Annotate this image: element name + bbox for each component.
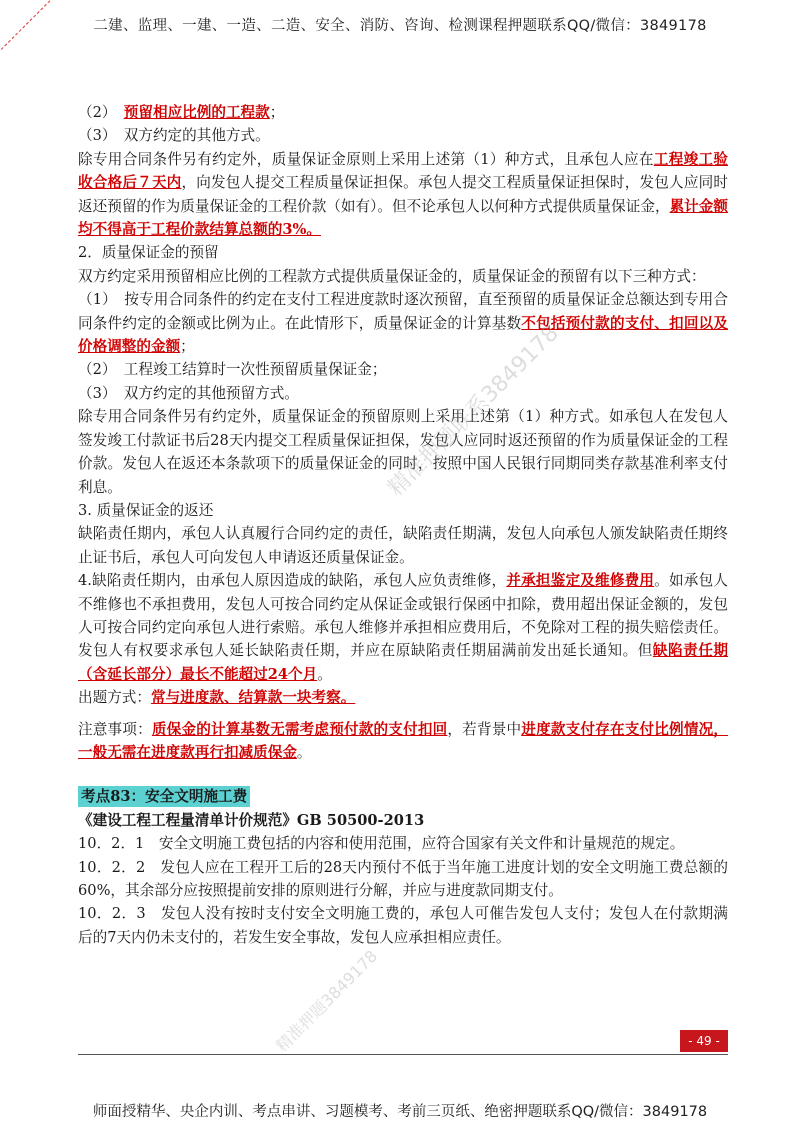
watermark: 精准押题联系3849178 (383, 320, 564, 502)
point-83-tag: 考点83：安全文明施工费 (78, 786, 250, 807)
attention-note: 注意事项：质保金的计算基数无需考虑预付款的支付扣回，若背景中进度款支付存在支付比例情况，一般无需在进度款再行扣减质保金。 (78, 720, 728, 761)
standard-title: 《建设工程工程量清单计价规范》GB 50500-2013 (78, 811, 425, 829)
section-2-item-2: （2） 工程竣工结算时一次性预留质量保证金； (78, 361, 387, 379)
page-number-badge: - 49 - (680, 1030, 728, 1052)
exam-method: 出题方式：常与进度款、结算款一块考察。 (78, 689, 356, 707)
section-3-paragraph: 缺陷责任期内，承包人认真履行合同约定的责任，缺陷责任期满，发包人向承包人颁发缺陷责任期终止证书后，承包人可向发包人申请返还质量保证金。 (78, 525, 728, 566)
watermark-secondary: 精准押题3849178 (272, 946, 382, 1056)
section-2-item-3: （3） 双方约定的其他预留方式。 (78, 384, 299, 402)
page-footer: 师面授精华、央企内训、考点串讲、习题模考、考前三页纸、绝密押题联系QQ/微信：3849178 (92, 1104, 708, 1120)
document-body (78, 101, 728, 949)
section-2-item-1: （1） 按专用合同条件的约定在支付工程进度款时逐次预留，直至预留的质量保证金总额达到专用合同条件约定的金额或比例为止。在此情形下，质量保证金的计算基数不包括预付款的支付、扣回以及价格调整的金额； (78, 291, 728, 356)
section-3-title: 3. 质量保证金的返还 (78, 501, 214, 519)
section-2-paragraph: 除专用合同条件另有约定外，质量保证金的预留原则上采用上述第（1）种方式。如承包人在发包人签发竣工付款证书后28天内提交工程质量保证担保，发包人应同时返还预留的作为质量保证金的工程价款。发包人在返还本条款项下的质量保证金的同时，按照中国人民银行同期同类存款基准利率支付利息。 (78, 408, 728, 496)
clause-10-2-3: 10．2．3 发包人没有按时支付安全文明施工费的，承包人可催告发包人支付；发包人在付款期满后的7天内仍未支付的，若发生安全事故，发包人应承担相应责任。 (78, 905, 728, 946)
paragraph-guarantee: 除专用合同条件另有约定外，质量保证金原则上采用上述第（1）种方式，且承包人应在工程竣工验收合格后７天内，向发包人提交工程质量保证担保。承包人提交工程质量保证担保时，发包人应同时返还预留的作为质量保证金的工程价款（如有）。但不论承包人以何种方式提供质量保证金，累计金额均不得高于工程价款结算总额的3%。 (78, 150, 728, 239)
section-2-intro: 双方约定采用预留相应比例的工程款方式提供质量保证金的，质量保证金的预留有以下三种方式： (78, 267, 706, 285)
footer-divider (78, 1054, 728, 1055)
item-2a: （2） 预留相应比例的工程款； (78, 104, 285, 121)
section-2-title: 2．质量保证金的预留 (78, 244, 219, 262)
clause-10-2-1: 10．2．1 安全文明施工费包括的内容和使用范围，应符合国家有关文件和计量规范的规定。 (78, 835, 685, 853)
clause-10-2-2: 10．2．2 发包人应在工程开工后的28天内预付不低于当年施工进度计划的安全文明施工费总额的60%，其余部分应按照提前安排的原则进行分解，并应与进度款同期支付。 (78, 858, 728, 899)
page-header: 二建、监理、一建、一造、二造、安全、消防、咨询、检测课程押题联系QQ/微信：3849178 (93, 18, 707, 34)
item-3a: （3） 双方约定的其他方式。 (78, 127, 270, 145)
section-4-paragraph: 4.缺陷责任期内，由承包人原因造成的缺陷，承包人应负责维修，并承担鉴定及维修费用。如承包人不维修也不承担费用，发包人可按合同约定从保证金或银行保函中扣除，费用超出保证金额的，发包人可按合同约定向承包人进行索赔。承包人维修并承担相应费用后，不免除对工程的损失赔偿责任。发包人有权要求承包人延长缺陷责任期，并应在原缺陷责任期届满前发出延长通知。但缺陷责任期（含延长部分）最长不能超过24个月。 (78, 572, 728, 683)
